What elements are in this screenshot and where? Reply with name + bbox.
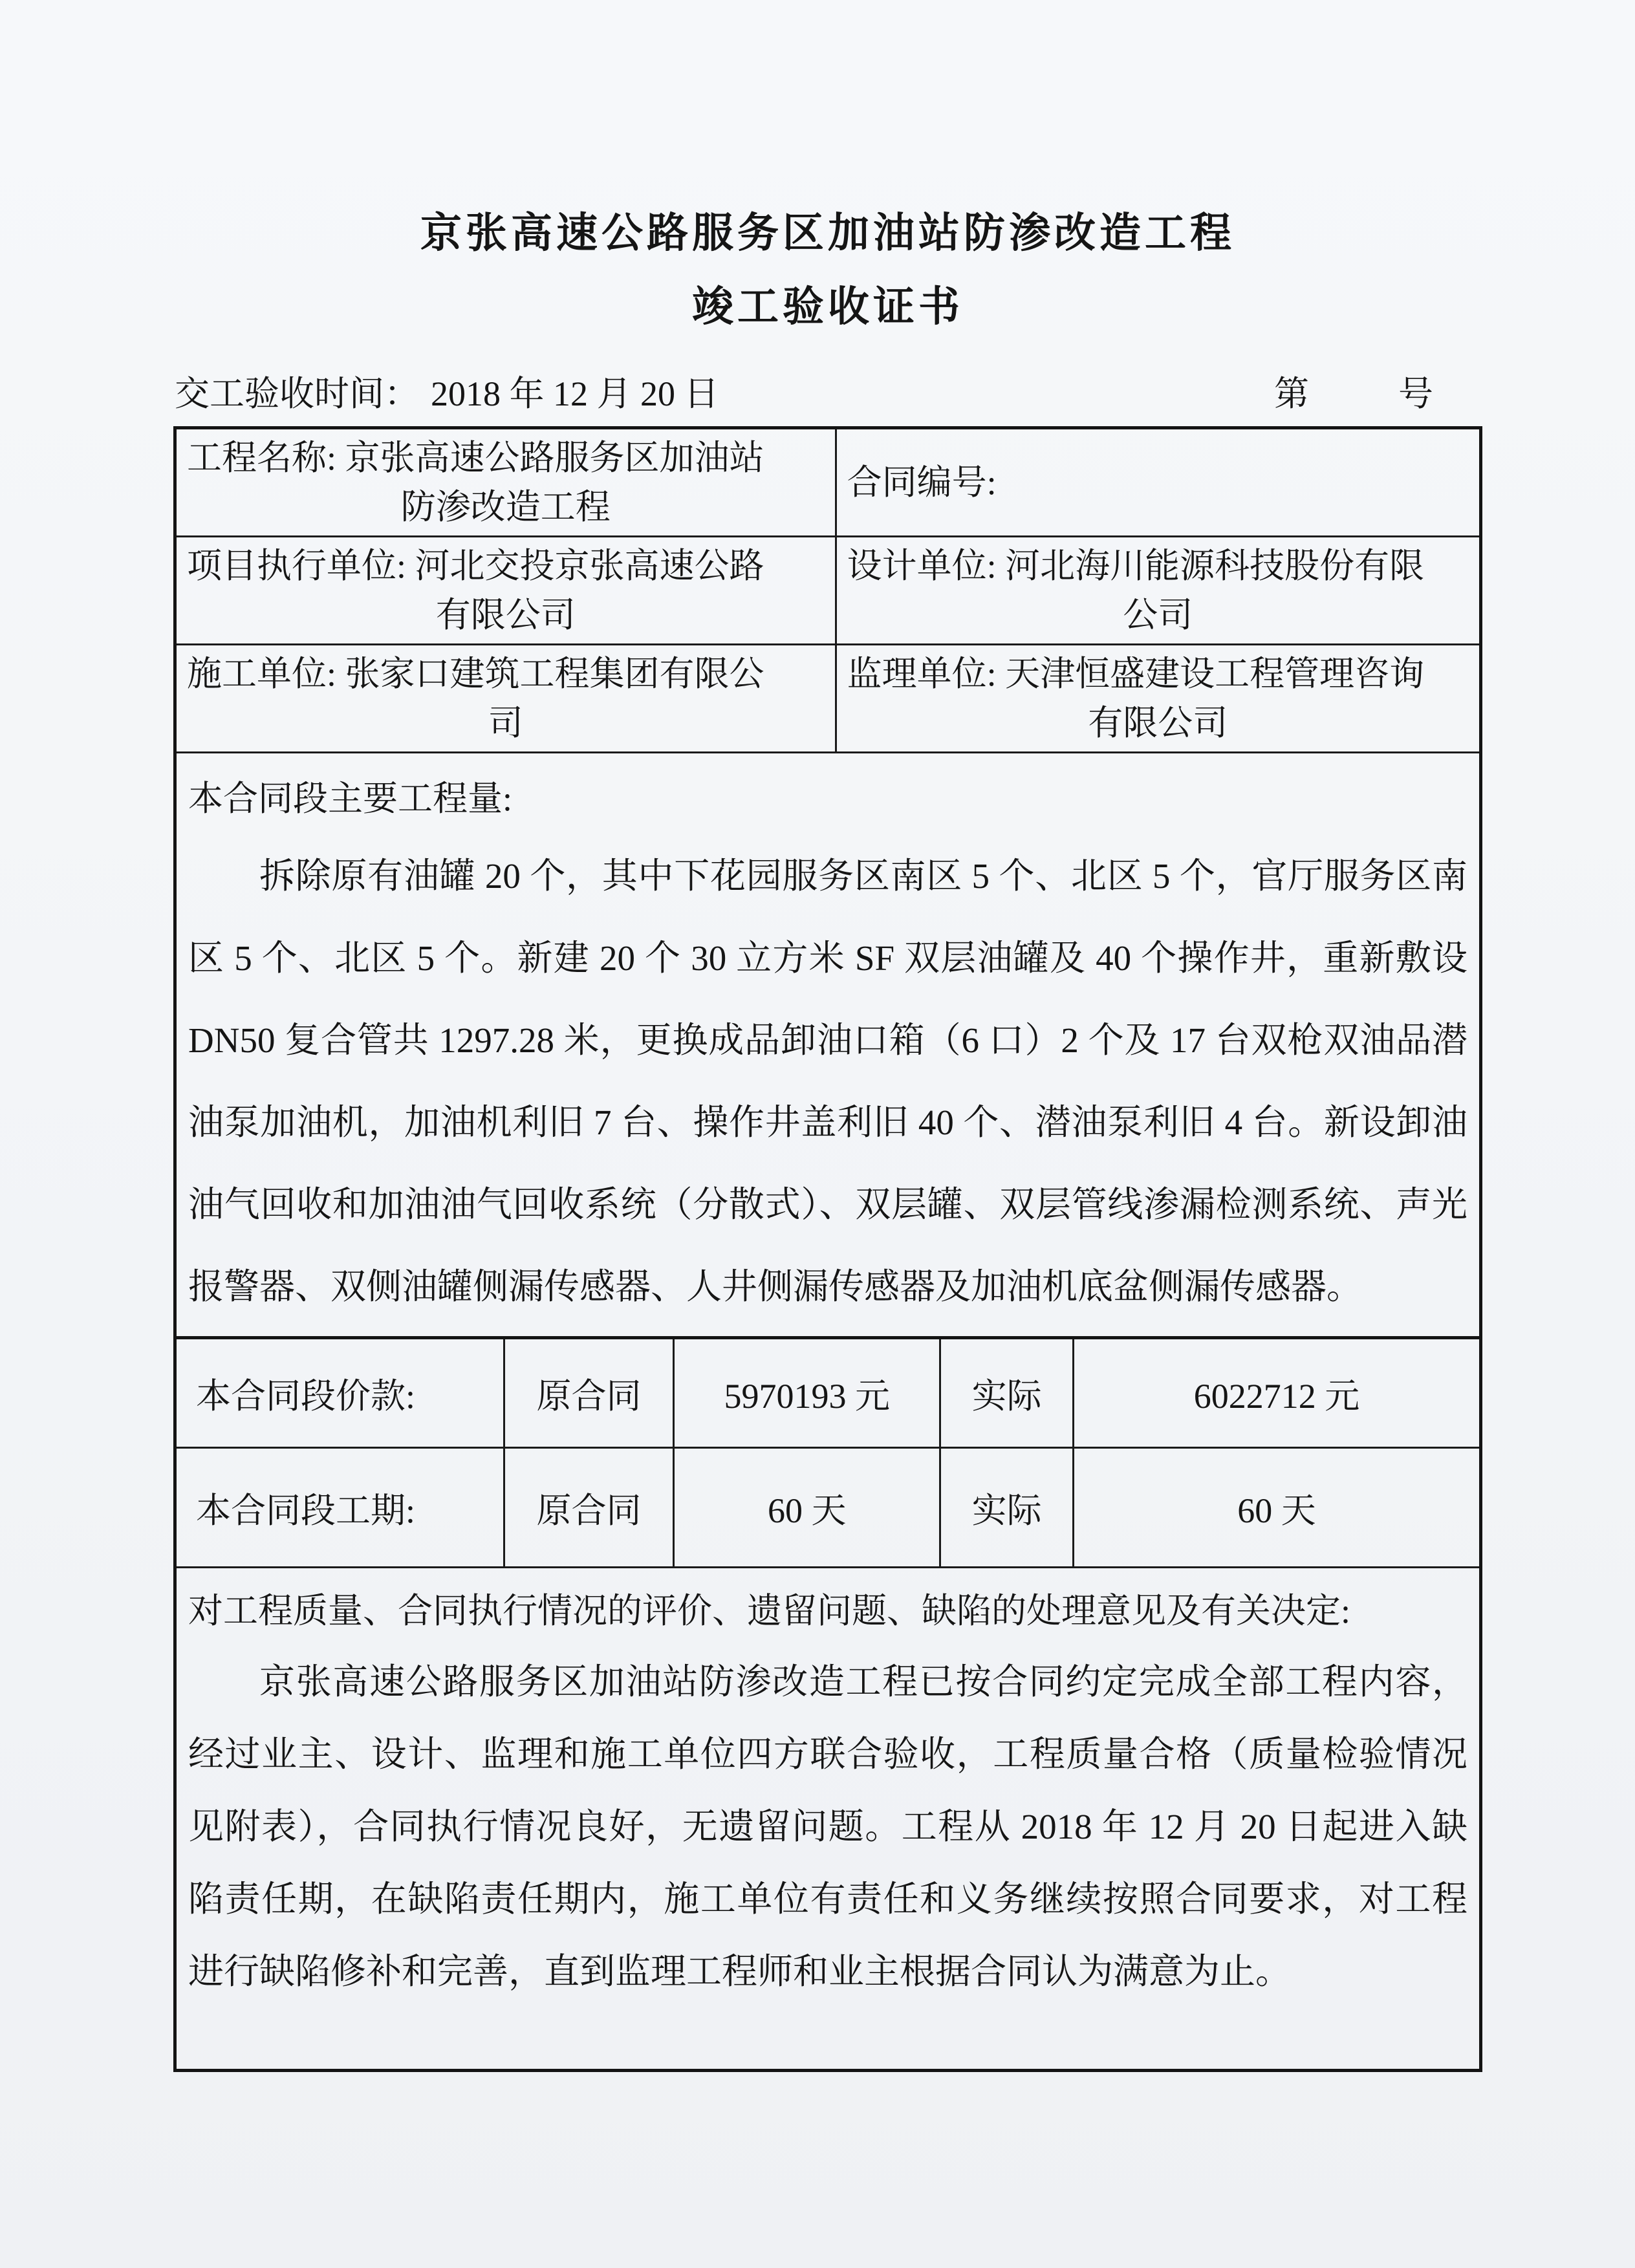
price-actual-label: 实际 (940, 1338, 1074, 1448)
cell-supervision-unit (836, 645, 1480, 753)
acceptance-time-label: 交工验收时间： (175, 374, 419, 413)
meta-row (173, 366, 1482, 416)
price-actual-value: 6022712 元 (1074, 1338, 1481, 1448)
table-row-project-name (175, 428, 1481, 537)
evaluation-header: 对工程质量、合同执行情况的评价、遗留问题、缺陷的处理意见及有关决定: (188, 1592, 1350, 1630)
project-name-line1: 工程名称: 京张高速公路服务区加油站 (187, 438, 764, 477)
duration-original-label: 原合同 (504, 1448, 673, 1568)
duration-row-label: 本合同段工期: (175, 1448, 504, 1568)
table-row-contract-duration (175, 1448, 1481, 1568)
evaluation-paragraph: 京张高速公路服务区加油站防渗改造工程已按合同约定完成全部工程内容，经过业主、设计、监理和施工单位四方联合验收，工程质量合格（质量检验情况见附表），合同执行情况良好，无遗留问题。工程从 2018 年 12 月 20 日起进入缺陷责任期，在缺陷责任期内，施工单位有责任和义务继续按照合同要求，对工程进行缺陷修补和完善，直到监理工程师和业主根据合同认为满意为止。 (188, 1662, 1467, 1991)
duration-actual-value: 60 天 (1074, 1448, 1481, 1568)
table-row-construction-supervision-unit (175, 645, 1481, 753)
design-unit-line1: 设计单位: 河北海川能源科技股份有限 (847, 546, 1425, 585)
supervision-unit-line2: 有限公司 (1088, 704, 1228, 742)
price-original-label: 原合同 (504, 1338, 673, 1448)
executing-unit-line2: 有限公司 (435, 596, 576, 634)
construction-unit-line2: 司 (488, 704, 523, 742)
cell-evaluation (175, 1568, 1481, 2071)
main-quantities-header: 本合同段主要工程量: (188, 779, 513, 818)
cell-executing-unit (175, 537, 836, 645)
supervision-unit-line1: 监理单位: 天津恒盛建设工程管理咨询 (847, 654, 1425, 693)
acceptance-time (175, 366, 719, 416)
contract-price-duration-table (173, 1336, 1482, 2072)
contract-number-label: 合同编号: (847, 463, 997, 502)
duration-original-value: 60 天 (674, 1448, 940, 1568)
cell-contract-number (836, 428, 1480, 537)
table-row-main-quantities (175, 753, 1481, 1338)
design-unit-line2: 公司 (1123, 596, 1193, 634)
acceptance-time-value: 2018 年 12 月 20 日 (431, 374, 719, 413)
document-number: 第 号 (1274, 374, 1440, 413)
executing-unit-line1: 项目执行单位: 河北交投京张高速公路 (187, 546, 764, 585)
duration-actual-label: 实际 (940, 1448, 1074, 1568)
document-title-line1: 京张高速公路服务区加油站防渗改造工程 (420, 210, 1235, 256)
price-row-label: 本合同段价款: (175, 1338, 504, 1448)
construction-unit-line1: 施工单位: 张家口建筑工程集团有限公 (187, 654, 764, 693)
price-original-value: 5970193 元 (674, 1338, 940, 1448)
main-quantities-paragraph: 拆除原有油罐 20 个，其中下花园服务区南区 5 个、北区 5 个，官厅服务区南区 5 个、北区 5 个。新建 20 个 30 立方米 SF 双层油罐及 40 个操作井，重新敷设 DN50 复合管共 1297.28 米，更换成品卸油口箱（6 口）2 个及 17 台双枪双油品潜油泵加油机，加油机利旧 7 台、操作井盖利旧 40 个、潜油泵利旧 4 台。新设卸油油气回收和加油油气回收系统（分散式）、双层罐、双层管线渗漏检测系统、声光报警器、双侧油罐侧漏传感器、人井侧漏传感器及加油机底盆侧漏传感器。 (188, 856, 1467, 1306)
project-info-table (173, 426, 1482, 1339)
project-name-line2: 防渗改造工程 (400, 488, 611, 526)
cell-construction-unit (175, 645, 836, 753)
table-row-contract-price (175, 1338, 1481, 1448)
cell-design-unit (836, 537, 1480, 645)
cell-project-name (175, 428, 836, 537)
table-row-evaluation (175, 1568, 1481, 2071)
table-row-executing-design-unit (175, 537, 1481, 645)
document-title-line2: 竣工验收证书 (692, 283, 964, 330)
cell-main-quantities (175, 753, 1481, 1338)
